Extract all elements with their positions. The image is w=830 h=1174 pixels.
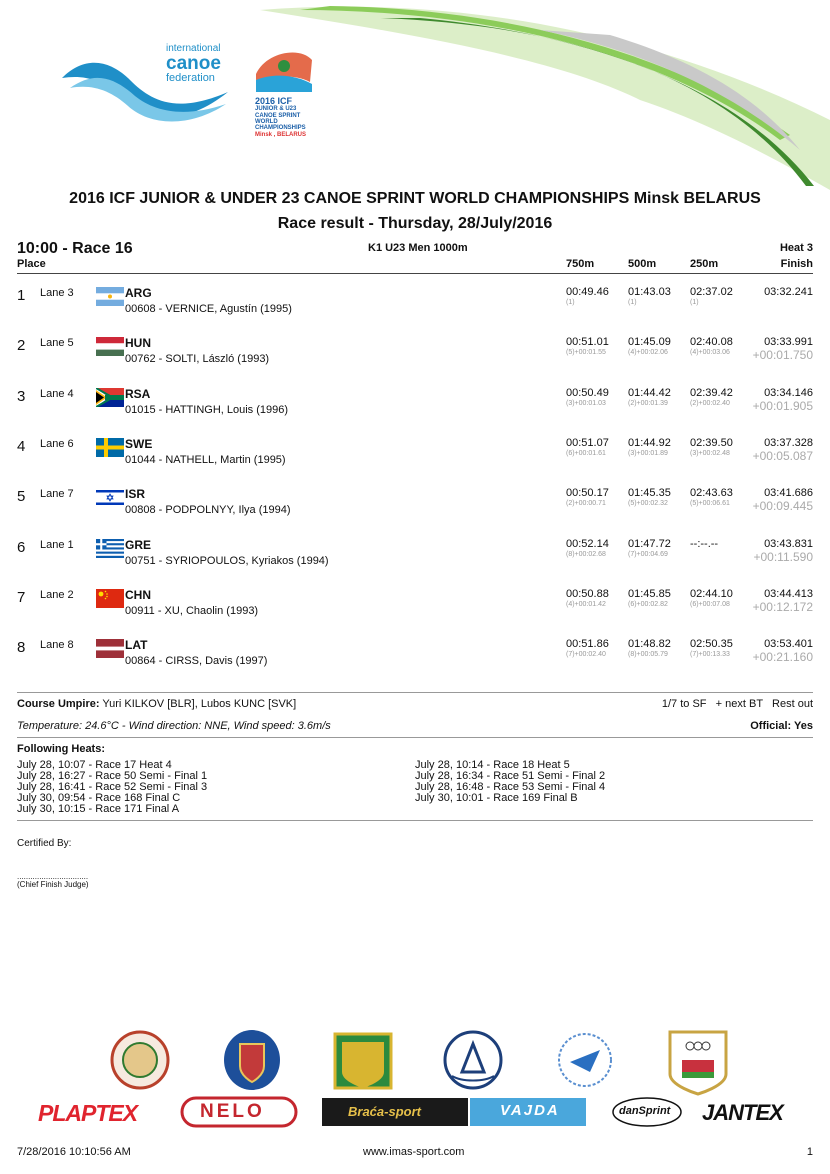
nation-code: ARG (125, 286, 152, 300)
finish-value: 03:33.991 (764, 336, 813, 349)
finish-behind: +00:05.087 (752, 448, 813, 463)
shield-icon (224, 1030, 280, 1090)
heat-entry: July 28, 16:48 - Race 53 Semi - Final 4 (415, 781, 606, 793)
col-finish: Finish (780, 258, 813, 270)
chief-finish-judge: (Chief Finish Judge) (17, 880, 89, 889)
event-logo-line5: Minsk , BELARUS (255, 131, 307, 138)
split-time: 00:52.14 (566, 537, 609, 550)
nation-code: HUN (125, 336, 151, 351)
split-750m (566, 638, 609, 658)
split-time: 00:51.86 (566, 638, 609, 651)
split-gap: (7)+00:13.33 (690, 651, 730, 659)
athlete-name: 00808 - PODPOLNYY, Ilya (1994) (125, 504, 291, 517)
split-time: 01:44.42 (628, 386, 671, 399)
event-logo-line1: 2016 ICF (255, 96, 293, 106)
result-row (0, 537, 830, 587)
signature-line: ................................ (17, 872, 89, 881)
col-250m: 250m (690, 258, 719, 270)
split-gap: (1) (566, 299, 575, 306)
athlete-name: 00762 - SOLTI, László (1993) (125, 353, 270, 366)
split-gap: (2)+00:02.40 (690, 399, 730, 407)
sponsor-braca-sport: Braća-sport (348, 1104, 421, 1119)
split-250m (690, 387, 733, 407)
page-subtitle: Race result - Thursday, 28/July/2016 (277, 215, 553, 232)
finish-behind: +00:01.905 (752, 398, 813, 413)
following-heats-label: Following Heats: (17, 743, 105, 755)
print-timestamp: 7/28/2016 10:10:56 AM (17, 1146, 131, 1158)
finish-behind: +00:21.160 (752, 650, 813, 665)
finish-time (753, 588, 813, 614)
split-750m (566, 336, 609, 356)
result-row (0, 587, 830, 637)
split-gap: (7)+00:04.69 (628, 550, 668, 558)
race-time-label: 10:00 - Race 16 (17, 240, 133, 257)
finish-time (753, 487, 813, 513)
progression-rules: 1/7 to SF + next BT Rest out (661, 698, 813, 710)
canoe-badge-icon (445, 1032, 501, 1088)
place-number: 8 (17, 639, 26, 657)
heat-entry: July 28, 16:34 - Race 51 Semi - Final 2 (415, 770, 606, 782)
heat-entry: July 28, 10:07 - Race 17 Heat 4 (17, 759, 172, 771)
event-logo-line2: JUNIOR & U23 (255, 106, 297, 113)
result-row (0, 335, 830, 385)
nation-code: CHN (125, 587, 151, 602)
split-gap: (8)+00:02.68 (566, 550, 606, 558)
split-time: 00:49.46 (566, 286, 609, 298)
split-gap: (4)+00:02.06 (628, 349, 668, 357)
certified-by: Certified By: (17, 838, 72, 849)
split-250m (690, 538, 718, 551)
split-500m (628, 487, 671, 507)
lane-label: Lane 7 (40, 488, 74, 501)
page-title: 2016 ICF JUNIOR & UNDER 23 CANOE SPRINT WORLD CHAMPIONSHIPS Minsk BELARUS (69, 190, 761, 207)
split-gap: (4)+00:03.06 (690, 349, 730, 357)
umpire-value: Yuri KILKOV [BLR], Lubos KUNC [SVK] (102, 698, 297, 710)
split-gap: (1) (628, 299, 637, 306)
event-logo (255, 97, 315, 138)
split-time: 00:51.07 (566, 436, 609, 449)
finish-time (753, 336, 813, 362)
split-gap: (5)+00:06.61 (690, 500, 730, 508)
arg-flag (96, 287, 124, 306)
finish-time (753, 638, 813, 664)
lat-flag (96, 639, 124, 658)
athlete-name: 01015 - HATTINGH, Louis (1996) (125, 403, 289, 416)
place-number: 7 (17, 588, 26, 606)
split-250m (690, 638, 733, 658)
gre-flag (96, 539, 124, 558)
divider (17, 692, 813, 693)
athlete-name: 00864 - CIRSS, Davis (1997) (125, 655, 268, 668)
split-gap: (6)+00:02.82 (628, 600, 668, 608)
split-time: 01:45.85 (628, 587, 671, 600)
place-number: 2 (17, 337, 26, 355)
divider (17, 737, 813, 738)
sponsor-plaptex: PLAPTEX (38, 1100, 138, 1126)
header-divider (17, 273, 813, 274)
split-750m (566, 538, 609, 558)
split-750m (566, 487, 609, 507)
split-750m (566, 387, 609, 407)
lane-label: Lane 2 (40, 588, 74, 601)
split-500m (628, 336, 671, 356)
split-time: 00:50.17 (566, 487, 609, 500)
swe-flag (96, 438, 124, 457)
olympic-committee-icon (670, 1032, 726, 1094)
split-gap: (6)+00:07.08 (690, 600, 730, 608)
split-250m (690, 286, 733, 306)
athlete-name: 00751 - SYRIOPOULOS, Kyriakos (1994) (125, 554, 329, 567)
coat-of-arms-icon (335, 1034, 391, 1088)
finish-value: 03:43.831 (764, 537, 813, 550)
split-time: 02:39.42 (690, 386, 733, 399)
lane-label: Lane 1 (40, 538, 74, 551)
chn-flag (96, 589, 124, 608)
federation-emblem-icon (559, 1034, 611, 1086)
heat-label: Heat 3 (779, 242, 813, 254)
sponsor-nelo: NELO (200, 1101, 265, 1122)
heat-entry: July 28, 10:14 - Race 18 Heat 5 (415, 759, 570, 771)
split-250m (690, 336, 733, 356)
split-gap: (6)+00:01.61 (566, 449, 606, 457)
split-500m (628, 437, 671, 457)
sponsor-vajda: VAJDA (500, 1102, 560, 1119)
heat-entry: July 28, 16:27 - Race 50 Semi - Final 1 (17, 770, 208, 782)
finish-time (764, 286, 813, 298)
hun-flag (96, 337, 124, 356)
split-gap: (2)+00:01.39 (628, 399, 668, 407)
nation-code: GRE (125, 537, 152, 552)
result-row (0, 285, 830, 335)
split-time: 02:37.02 (690, 286, 733, 298)
split-500m (628, 286, 671, 306)
split-500m (628, 638, 671, 658)
course-umpire (17, 698, 296, 710)
split-250m (690, 588, 733, 608)
finish-value: 03:37.328 (764, 436, 813, 449)
split-250m (690, 437, 733, 457)
heat-entry: July 30, 09:54 - Race 168 Final C (17, 792, 181, 804)
split-gap: (1) (690, 299, 699, 306)
finish-behind: +00:09.445 (752, 499, 813, 514)
event-logo-line3: CANOE SPRINT (255, 112, 301, 119)
place-number: 6 (17, 538, 26, 556)
sponsor-jantex: JANTEX (702, 1100, 783, 1125)
col-500m: 500m (628, 258, 657, 270)
heat-entry: July 30, 10:15 - Race 171 Final A (17, 803, 180, 815)
icf-logo-line3: federation (166, 72, 215, 84)
split-gap: (8)+00:05.79 (628, 651, 668, 659)
split-time: 00:50.88 (566, 587, 609, 600)
place-number: 5 (17, 488, 26, 506)
event-logo-line4: WORLD CHAMPIONSHIPS (255, 119, 306, 132)
heat-entry: July 30, 10:01 - Race 169 Final B (415, 792, 578, 804)
split-gap: (5)+00:01.55 (566, 349, 606, 357)
split-time: 00:50.49 (566, 386, 609, 399)
icf-logo-line1: international (166, 43, 221, 54)
result-row (0, 637, 830, 687)
finish-value: 03:32.241 (764, 286, 813, 298)
result-row (0, 436, 830, 486)
weather-info: Temperature: 24.6°C - Wind direction: NNE, Wind speed: 3.6m/s (17, 720, 331, 732)
split-gap: (3)+00:01.03 (566, 399, 606, 407)
finish-value: 03:41.686 (764, 487, 813, 500)
split-time: 02:39.50 (690, 436, 733, 449)
split-gap: (4)+00:01.42 (566, 600, 606, 608)
col-750m: 750m (566, 258, 595, 270)
split-time: 01:47.72 (628, 537, 671, 550)
divider (17, 820, 813, 821)
place-number: 1 (17, 287, 26, 304)
icf-logo (166, 44, 236, 84)
sponsor-dansprint: danSprint (619, 1105, 671, 1117)
split-gap: (3)+00:01.89 (628, 449, 668, 457)
split-time: 01:45.35 (628, 487, 671, 500)
official-status: Official: Yes (750, 720, 813, 732)
website-link[interactable]: www.imas-sport.com (363, 1146, 465, 1158)
finish-behind: +00:01.750 (752, 348, 813, 363)
following-heats-left (17, 760, 207, 815)
split-500m (628, 387, 671, 407)
finish-behind: +00:12.172 (752, 599, 813, 614)
finish-value: 03:34.146 (764, 386, 813, 399)
rsa-flag (96, 388, 124, 407)
result-row (0, 386, 830, 436)
finish-behind: +00:11.590 (753, 549, 813, 564)
split-time: 00:51.01 (566, 336, 609, 349)
col-place: Place (17, 258, 46, 270)
athlete-name: 00608 - VERNICE, Agustín (1995) (125, 303, 292, 315)
athlete-name: 01044 - NATHELL, Martin (1995) (125, 453, 286, 466)
nation-code: RSA (125, 386, 151, 401)
split-time: 02:40.08 (690, 336, 733, 349)
split-time: 02:43.63 (690, 487, 733, 500)
split-gap: (3)+00:02.48 (690, 449, 730, 457)
split-750m (566, 437, 609, 457)
split-750m (566, 588, 609, 608)
page-number: 1 (806, 1146, 813, 1158)
result-row (0, 486, 830, 536)
isr-flag (96, 488, 124, 507)
split-time: 01:43.03 (628, 286, 671, 298)
finish-time (753, 437, 813, 463)
icf-logo-line2: canoe (166, 53, 221, 74)
lane-label: Lane 8 (40, 639, 74, 652)
split-gap: (7)+00:02.40 (566, 651, 606, 659)
heat-entry: July 28, 16:41 - Race 52 Semi - Final 3 (17, 781, 208, 793)
banner-graphic (0, 0, 830, 190)
following-heats-right (415, 760, 605, 804)
split-gap: (5)+00:02.32 (628, 500, 668, 508)
header-banner (0, 0, 830, 190)
place-number: 3 (17, 387, 26, 405)
split-time: 02:44.10 (690, 587, 733, 600)
lane-label: Lane 4 (40, 387, 74, 400)
split-500m (628, 588, 671, 608)
nation-code: ISR (125, 487, 146, 502)
race-type: K1 U23 Men 1000m (368, 242, 468, 254)
split-time: 02:50.35 (690, 638, 733, 651)
nation-code: LAT (125, 638, 148, 653)
place-number: 4 (17, 437, 26, 455)
finish-value: 03:44.413 (764, 587, 813, 600)
finish-value: 03:53.401 (764, 638, 813, 651)
split-500m (628, 538, 671, 558)
split-time: 01:48.82 (628, 638, 671, 651)
split-time: 01:44.92 (628, 436, 671, 449)
finish-time (753, 387, 813, 413)
finish-time (753, 538, 813, 564)
lane-label: Lane 5 (40, 337, 74, 350)
athlete-name: 00911 - XU, Chaolin (1993) (125, 604, 259, 617)
nation-code: SWE (125, 436, 153, 451)
split-time: --:--.-- (690, 537, 719, 550)
umpire-label: Course Umpire: (17, 698, 100, 710)
lane-label: Lane 3 (40, 287, 74, 299)
split-time: 01:45.09 (628, 336, 671, 349)
split-250m (690, 487, 733, 507)
emblem-icon (112, 1032, 168, 1088)
lane-label: Lane 6 (40, 437, 74, 450)
split-750m (566, 286, 609, 306)
split-gap: (2)+00:00.71 (566, 500, 606, 508)
sponsor-strip (30, 1000, 820, 1135)
